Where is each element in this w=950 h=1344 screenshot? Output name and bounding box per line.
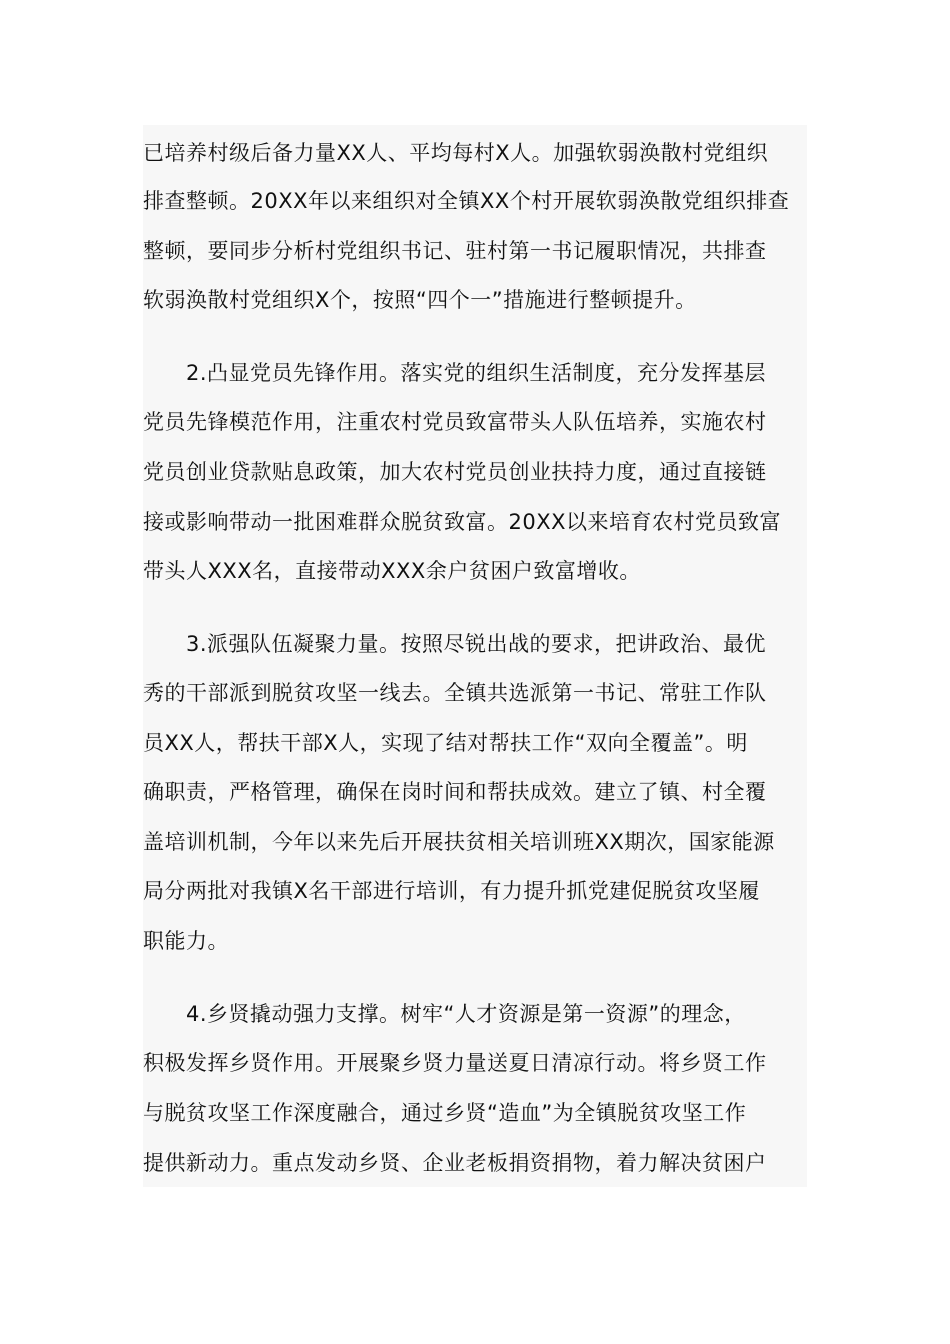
paragraph-2-line-4: 接或影响带动一批困难群众脱贫致富。20XX以来培育农村党员致富 xyxy=(143,510,781,534)
paragraph-1-line-1: 已培养村级后备力量XX人、平均每村X人。加强软弱涣散村党组织 xyxy=(143,141,769,165)
paragraph-2-line-2: 党员先锋模范作用，注重农村党员致富带头人队伍培养，实施农村 xyxy=(143,410,767,434)
paragraph-4-line-2: 积极发挥乡贤作用。开展聚乡贤力量送夏日清凉行动。将乡贤工作 xyxy=(143,1051,767,1075)
paragraph-3-line-2: 秀的干部派到脱贫攻坚一线去。全镇共选派第一书记、常驻工作队 xyxy=(143,681,767,705)
paragraph-1-line-2: 排查整顿。20XX年以来组织对全镇XX个村开展软弱涣散党组织排查 xyxy=(143,189,790,213)
paragraph-3-line-4: 确职责，严格管理，确保在岗时间和帮扶成效。建立了镇、村全覆 xyxy=(143,780,767,804)
paragraph-3-line-5: 盖培训机制，今年以来先后开展扶贫相关培训班XX期次，国家能源 xyxy=(143,830,775,854)
paragraph-3-line-1: 3.派强队伍凝聚力量。按照尽锐出战的要求，把讲政治、最优 xyxy=(186,632,767,656)
paragraph-3-line-6: 局分两批对我镇X名干部进行培训，有力提升抓党建促脱贫攻坚履 xyxy=(143,879,760,903)
paragraph-2-line-3: 党员创业贷款贴息政策，加大农村党员创业扶持力度，通过直接链 xyxy=(143,460,767,484)
paragraph-4-line-4: 提供新动力。重点发动乡贤、企业老板捐资捐物，着力解决贫困户 xyxy=(143,1151,767,1175)
paragraph-2-line-5: 带头人XXX名，直接带动XXX余户贫困户致富增收。 xyxy=(143,559,641,583)
paragraph-1-line-4: 软弱涣散村党组织X个，按照“四个一”措施进行整顿提升。 xyxy=(143,288,697,312)
paragraph-3-line-3: 员XX人，帮扶干部X人，实现了结对帮扶工作“双向全覆盖”。明 xyxy=(143,731,748,755)
paragraph-2-line-1: 2.凸显党员先锋作用。落实党的组织生活制度，充分发挥基层 xyxy=(186,361,767,385)
paragraph-1-line-3: 整顿，要同步分析村党组织书记、驻村第一书记履职情况，共排查 xyxy=(143,239,767,263)
paragraph-4-line-1: 4.乡贤撬动强力支撑。树牢“人才资源是第一资源”的理念， xyxy=(186,1002,746,1026)
paragraph-4-line-3: 与脱贫攻坚工作深度融合，通过乡贤“造血”为全镇脱贫攻坚工作 xyxy=(143,1101,747,1125)
document-page xyxy=(143,125,807,1187)
paragraph-3-line-7: 职能力。 xyxy=(143,929,229,953)
